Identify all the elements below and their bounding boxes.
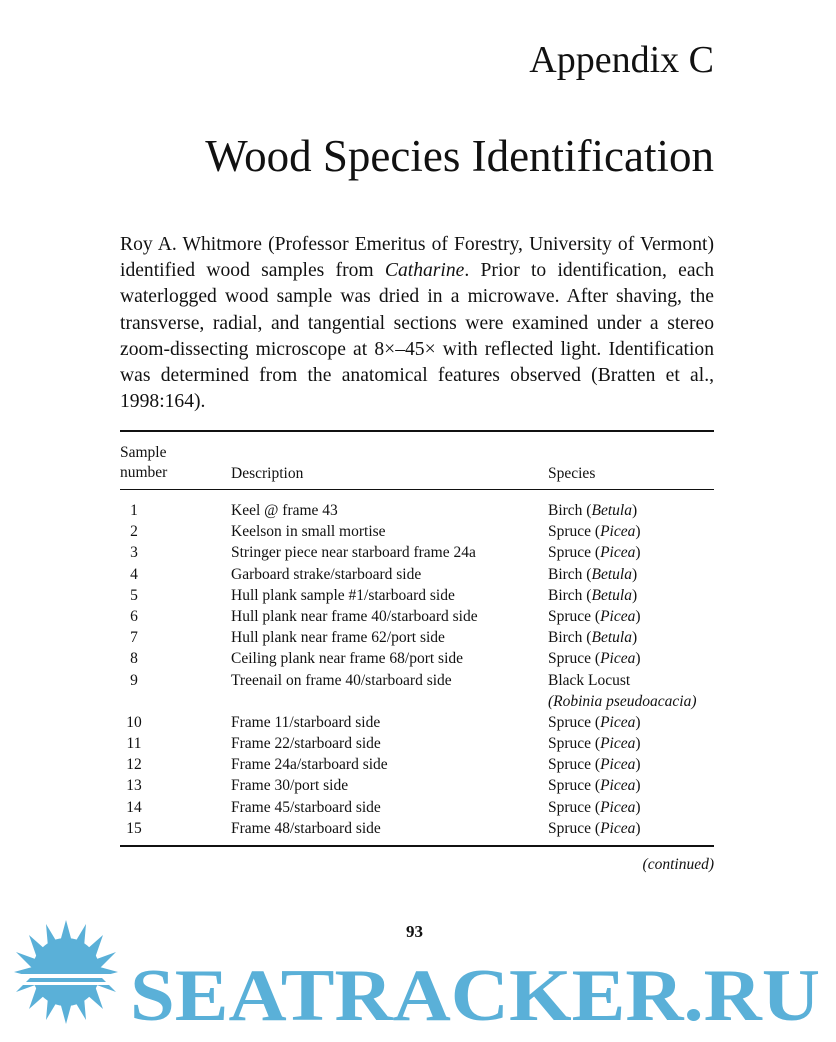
table-row [0,564,836,585]
sample-species: Spruce (Picea) [548,713,641,731]
sample-number: 8 [130,650,138,668]
intro-paragraph [120,232,714,415]
sample-description: Frame 48/starboard side [231,819,381,837]
sample-species: Spruce (Picea) [548,777,641,795]
table-row [0,627,836,648]
watermark-text: SEATRACKER.RU [130,955,820,1037]
table-row [0,818,836,839]
sample-number: 7 [130,629,138,647]
table-row [0,670,836,712]
sample-description: Hull plank near frame 62/port side [231,629,445,647]
table-row [0,648,836,669]
sample-number: 14 [126,798,142,816]
table-bottom-rule [120,845,714,847]
appendix-label: Appendix C [529,39,714,81]
sun-icon [14,920,118,1024]
intro-text-1: Roy A. Whitmore (Professor Emeritus of Forestry, University of Vermont) identified wood samples from [120,234,714,282]
page-title: Wood Species Identification [205,131,714,181]
sample-description: Garboard strake/starboard side [231,565,422,583]
table-row [0,797,836,818]
sample-number: 1 [130,502,138,519]
table-row [0,521,836,542]
header-description: Description [231,465,304,482]
sample-description: Frame 22/starboard side [231,735,381,753]
sample-description: Hull plank near frame 40/starboard side [231,607,478,625]
sample-number: 2 [130,523,138,541]
intro-text-2: . Prior to identification, each waterlogged wood sample was dried in a microwave. After shaving, the transverse, radial, and tangential sections were examined under a stereo zoom-dissecting microscope at 8×–45× with reflected light. Identification was determined from the anatomical features observed (Bratten et al., 1998:164). [120,260,715,413]
table-row [0,775,836,796]
header-sample-number: Sample number [120,444,168,481]
watermark-logo [0,920,836,1042]
vessel-name: Catharine [384,260,465,282]
continued-note: (continued) [642,856,714,873]
sample-number: 6 [130,607,138,625]
sample-species-scientific: (Robinia pseudoacacia) [548,692,697,710]
sample-description: Keelson in small mortise [231,523,386,541]
sample-species: Spruce (Picea) [548,798,641,816]
table-body [0,500,836,839]
sample-description: Frame 30/port side [231,777,349,795]
table-header-rule [120,489,714,490]
sample-number: 4 [130,565,138,583]
sample-number: 12 [126,756,142,774]
sample-description: Ceiling plank near frame 68/port side [231,650,464,668]
sample-species: Black Locust [548,671,631,689]
sample-species: Birch (Betula) [548,502,638,519]
sample-species: Birch (Betula) [548,629,638,647]
sample-description: Frame 11/starboard side [231,713,381,731]
sample-species: Spruce (Picea) [548,607,641,625]
sample-number: 5 [130,586,138,604]
sample-description: Treenail on frame 40/starboard side [231,671,452,689]
sample-number: 11 [126,735,142,753]
sample-description: Hull plank sample #1/starboard side [231,586,455,604]
sample-description: Frame 45/starboard side [231,798,381,816]
table-row [0,585,836,606]
table-row [0,542,836,563]
table-row [0,754,836,775]
sample-species: Birch (Betula) [548,586,638,604]
sample-number: 13 [126,777,142,795]
sample-species: Spruce (Picea) [548,544,641,562]
table-row [0,712,836,733]
sample-species: Spruce (Picea) [548,819,641,837]
table-row [0,500,836,521]
table-top-rule [120,430,714,432]
sample-species: Spruce (Picea) [548,650,641,668]
sample-description: Keel @ frame 43 [231,502,338,519]
sample-species: Spruce (Picea) [548,735,641,753]
header-species: Species [548,465,596,482]
table-row [0,733,836,754]
sample-number: 15 [126,819,142,837]
sample-number: 10 [126,713,142,731]
sample-species: Spruce (Picea) [548,756,641,774]
sample-species: Birch (Betula) [548,565,638,583]
table-row [0,606,836,627]
sample-description: Frame 24a/starboard side [231,756,388,774]
page-number: 93 [406,922,423,941]
sample-number: 3 [130,544,138,562]
sample-species: Spruce (Picea) [548,523,641,541]
sample-description: Stringer piece near starboard frame 24a [231,544,476,562]
sample-number: 9 [130,671,138,689]
